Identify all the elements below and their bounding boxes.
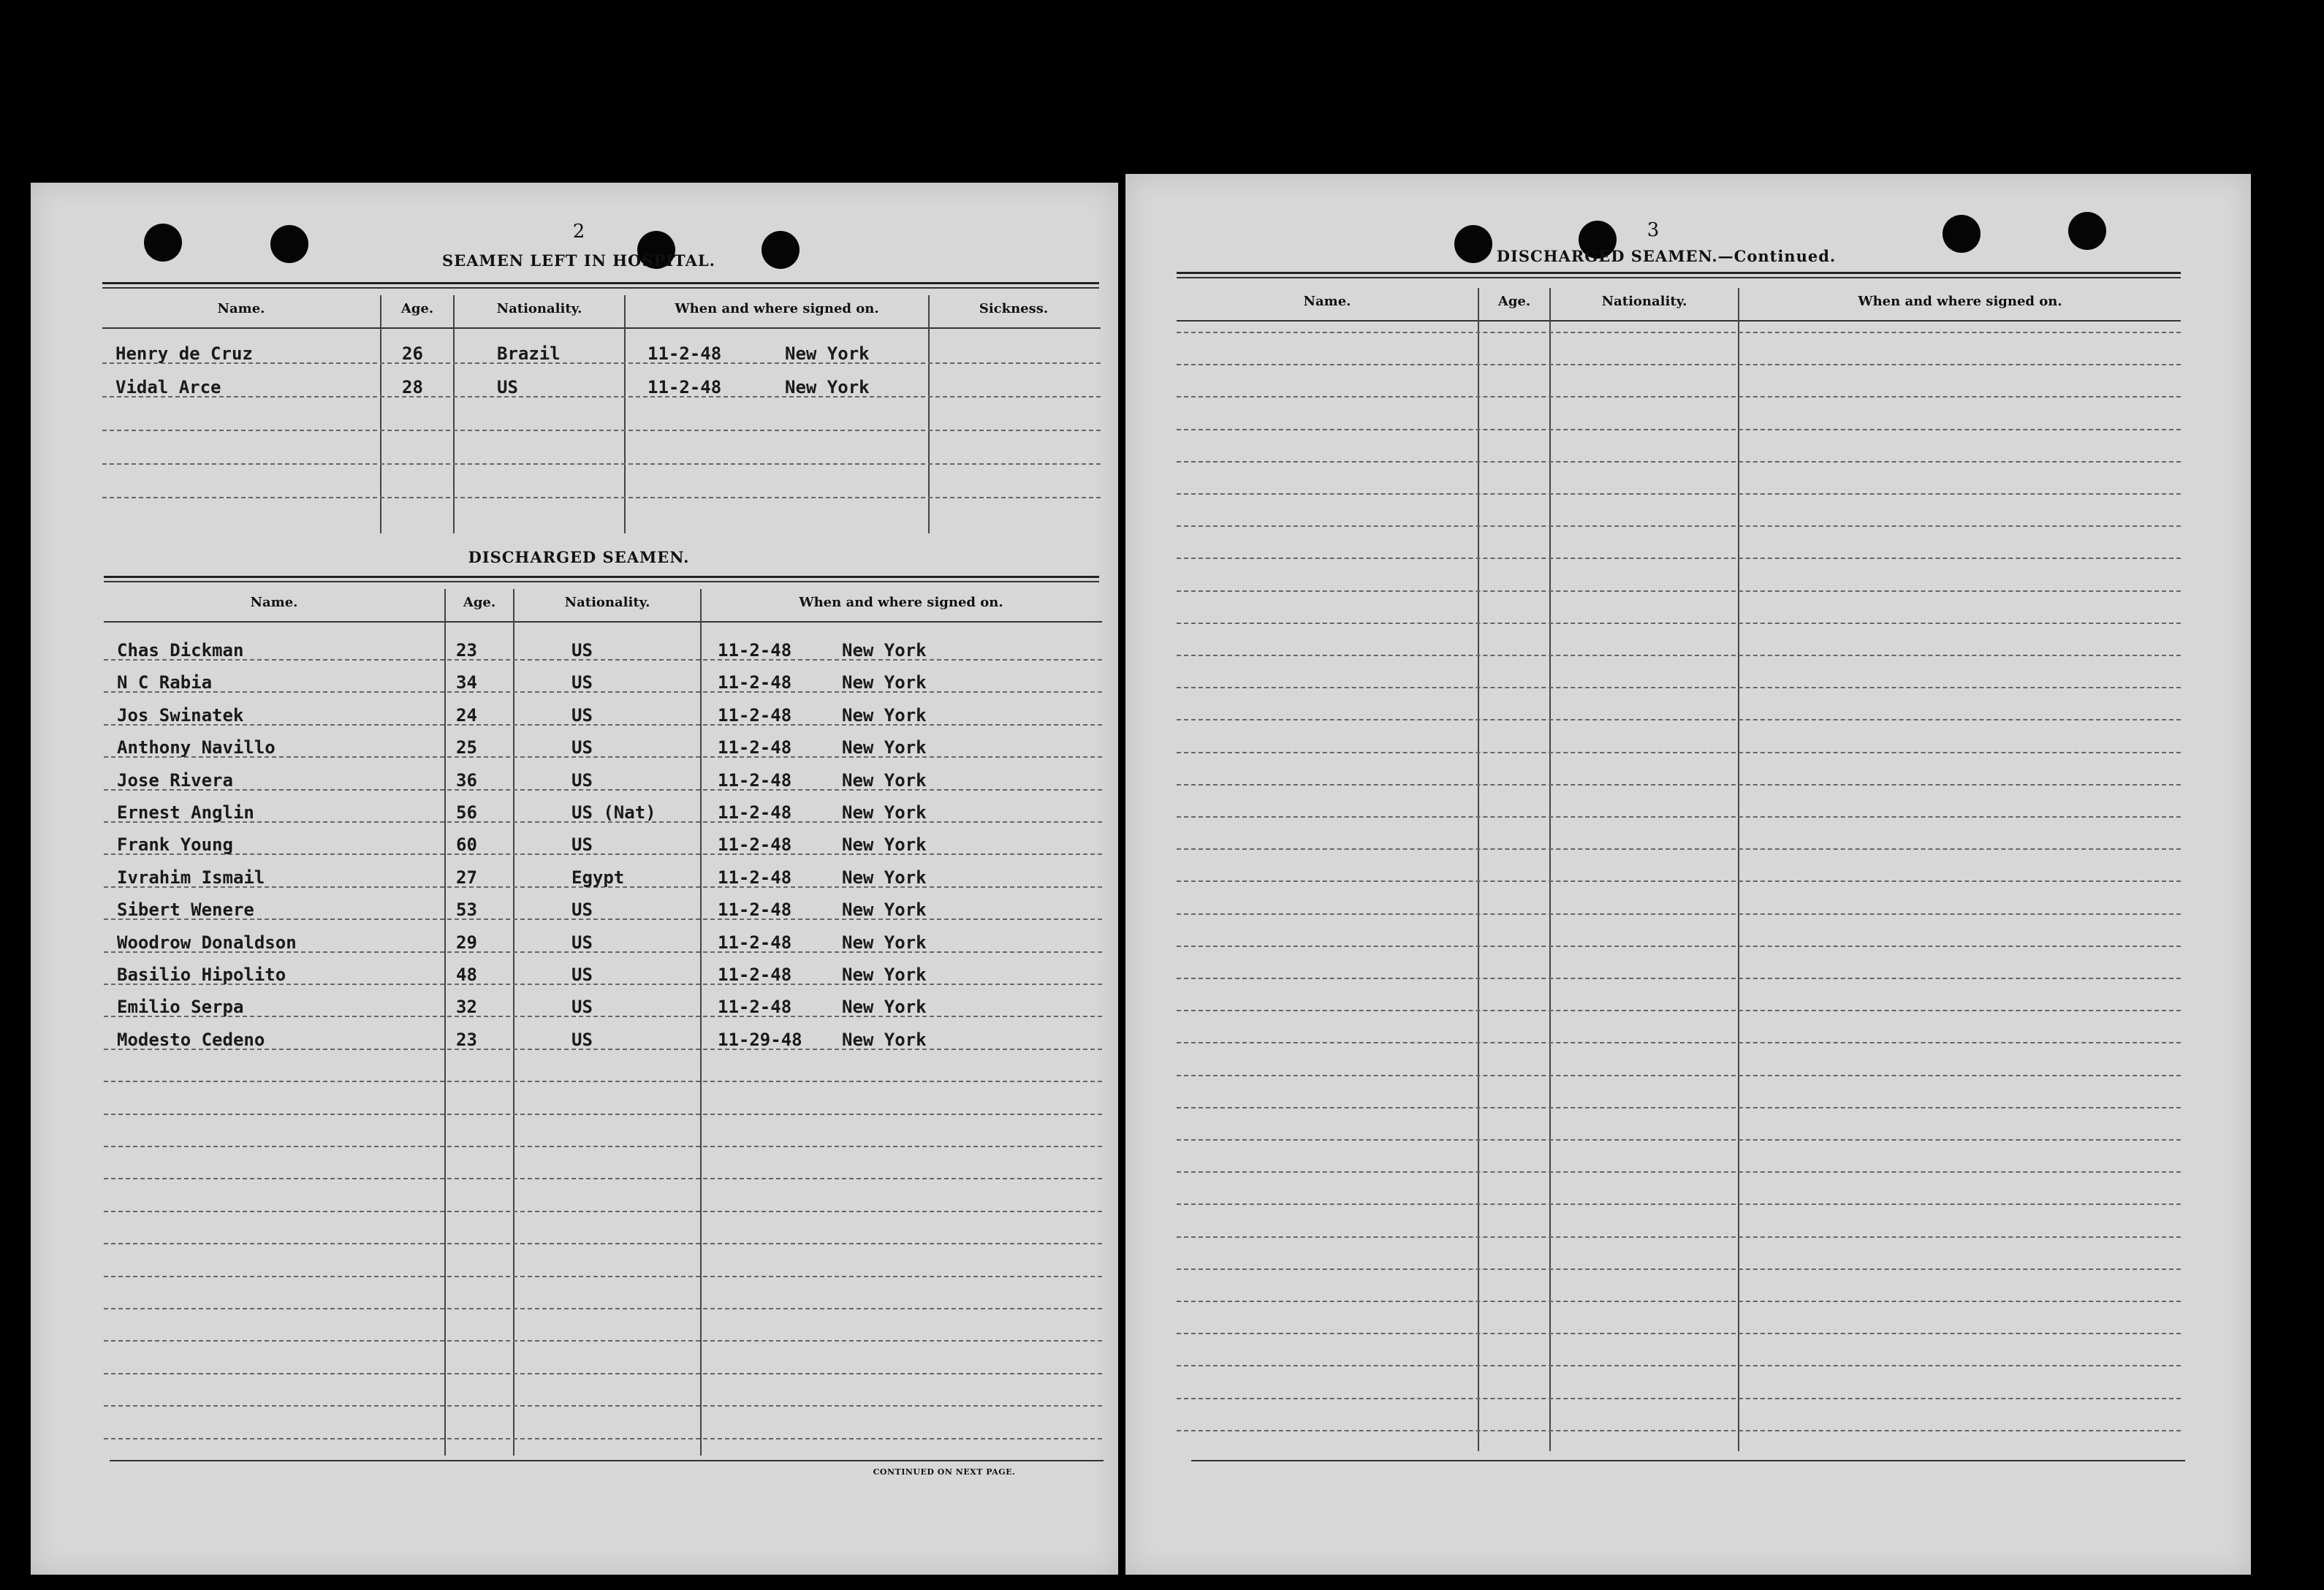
cell-place: New York: [842, 1029, 927, 1050]
dotted-row-line: [1177, 558, 2181, 559]
column-divider: [1478, 288, 1479, 1451]
dotted-row-line: [104, 1146, 1102, 1147]
cell-place: New York: [842, 672, 927, 693]
cell-age: 34: [456, 672, 477, 693]
cell-date: 11-2-48: [648, 377, 722, 398]
column-divider: [513, 589, 514, 1456]
cell-age: 32: [456, 997, 477, 1018]
dotted-row-line: [1177, 623, 2181, 624]
continued-note: CONTINUED ON NEXT PAGE.: [873, 1467, 1016, 1477]
cell-place: New York: [842, 867, 927, 888]
dotted-row-line: [1177, 816, 2181, 818]
column-header: Nationality.: [1601, 294, 1687, 309]
cell-place: New York: [842, 640, 927, 661]
cell-nationality: Egypt: [571, 867, 625, 888]
discharged-continued-title: DISCHARGED SEAMEN.—Continued.: [1496, 247, 1837, 265]
hospital-section-title: SEAMEN LEFT IN HOSPITAL.: [442, 251, 715, 270]
rule: [104, 621, 1102, 623]
cell-nationality: US: [571, 704, 593, 726]
dotted-row-line: [1177, 590, 2181, 592]
cell-date: 11-2-48: [718, 672, 792, 693]
punch-hole: [2068, 212, 2106, 250]
cell-nationality: Brazil: [497, 343, 561, 364]
cell-place: New York: [842, 737, 927, 758]
cell-name: Frank Young: [117, 834, 233, 856]
dotted-row-line: [104, 1340, 1102, 1342]
dotted-row-line: [1177, 1139, 2181, 1141]
dotted-row-line: [1177, 1430, 2181, 1431]
column-divider: [1738, 288, 1739, 1451]
cell-date: 11-2-48: [718, 704, 792, 726]
column-divider: [444, 589, 446, 1456]
dotted-row-line: [1177, 493, 2181, 495]
cell-age: 60: [456, 834, 477, 856]
dotted-row-line: [1177, 1236, 2181, 1238]
dotted-row-line: [1177, 655, 2181, 656]
cell-nationality: US: [571, 640, 593, 661]
dotted-row-line: [1177, 429, 2181, 430]
cell-date: 11-2-48: [718, 640, 792, 661]
cell-name: Basilio Hipolito: [117, 965, 286, 985]
dotted-row-line: [104, 1405, 1102, 1407]
cell-date: 11-2-48: [718, 965, 792, 985]
cell-age: 24: [456, 704, 477, 726]
cell-age: 36: [456, 769, 477, 791]
cell-nationality: US: [571, 1029, 593, 1050]
dotted-row-line: [1177, 1107, 2181, 1108]
page-number: 3: [1647, 219, 1660, 241]
cell-date: 11-2-48: [648, 343, 722, 364]
dotted-row-line: [104, 1178, 1102, 1179]
dotted-row-line: [104, 1373, 1102, 1374]
dotted-row-line: [1177, 1171, 2181, 1173]
dotted-row-line: [1177, 880, 2181, 882]
cell-date: 11-2-48: [718, 867, 792, 888]
cell-date: 11-2-48: [718, 997, 792, 1018]
dotted-row-line: [1177, 1042, 2181, 1043]
cell-place: New York: [842, 899, 927, 921]
dotted-row-line: [102, 396, 1101, 398]
cell-age: 25: [456, 737, 477, 758]
cell-name: Ernest Anglin: [117, 802, 254, 823]
rule: [102, 282, 1099, 284]
dotted-row-line: [1177, 978, 2181, 979]
rule: [102, 287, 1099, 289]
column-header: Age.: [463, 595, 496, 610]
cell-place: New York: [842, 965, 927, 985]
column-header: Name.: [1303, 294, 1351, 309]
dotted-row-line: [1177, 1365, 2181, 1366]
column-header: Name.: [217, 301, 265, 316]
column-header: Sickness.: [979, 301, 1049, 316]
column-header: When and where signed on.: [799, 595, 1003, 610]
dotted-row-line: [1177, 1075, 2181, 1076]
rule: [102, 327, 1101, 329]
dotted-row-line: [1177, 946, 2181, 947]
cell-name: Emilio Serpa: [117, 997, 244, 1018]
dotted-row-line: [104, 1276, 1102, 1277]
dotted-row-line: [104, 1308, 1102, 1309]
cell-place: New York: [842, 704, 927, 726]
dotted-row-line: [1177, 332, 2181, 333]
dotted-row-line: [1177, 396, 2181, 398]
cell-age: 29: [456, 932, 477, 953]
cell-name: Ivrahim Ismail: [117, 867, 265, 888]
column-header: Age.: [1497, 294, 1531, 309]
punch-hole: [144, 224, 182, 262]
cell-place: New York: [842, 834, 927, 856]
dotted-row-line: [1177, 461, 2181, 463]
cell-name: Anthony Navillo: [117, 737, 276, 758]
right-page: [1125, 174, 2251, 1575]
left-page: [31, 183, 1118, 1575]
dotted-row-line: [1177, 1398, 2181, 1399]
cell-name: Henry de Cruz: [115, 343, 253, 364]
dotted-row-line: [1177, 1268, 2181, 1270]
cell-name: N C Rabia: [117, 672, 213, 693]
cell-place: New York: [842, 932, 927, 953]
dotted-row-line: [104, 1243, 1102, 1244]
cell-place: New York: [842, 997, 927, 1018]
cell-place: New York: [785, 343, 870, 364]
cell-age: 53: [456, 899, 477, 921]
dotted-row-line: [102, 430, 1101, 431]
punch-hole: [762, 231, 800, 269]
cell-nationality: US: [571, 899, 593, 921]
cell-name: Chas Dickman: [117, 640, 244, 661]
cell-nationality: US: [571, 965, 593, 985]
dotted-row-line: [104, 789, 1102, 791]
cell-name: Jose Rivera: [117, 769, 233, 791]
cell-name: Modesto Cedeno: [117, 1029, 265, 1050]
dotted-row-line: [1177, 752, 2181, 753]
column-divider: [1549, 288, 1551, 1451]
dotted-row-line: [104, 724, 1102, 726]
rule: [1191, 1460, 2185, 1461]
cell-age: 56: [456, 802, 477, 823]
cell-date: 11-2-48: [718, 802, 792, 823]
cell-date: 11-2-48: [718, 899, 792, 921]
rule: [1177, 320, 2181, 322]
column-divider: [700, 589, 702, 1456]
cell-age: 23: [456, 640, 477, 661]
cell-age: 27: [456, 867, 477, 888]
cell-place: New York: [842, 769, 927, 791]
column-header: Nationality.: [564, 595, 650, 610]
cell-nationality: US: [571, 997, 593, 1018]
dotted-row-line: [104, 853, 1102, 855]
cell-name: Woodrow Donaldson: [117, 932, 297, 953]
cell-age: 23: [456, 1029, 477, 1050]
cell-place: New York: [785, 377, 870, 398]
cell-age: 28: [402, 377, 423, 398]
punch-hole: [1943, 215, 1981, 253]
cell-nationality: US (Nat): [571, 802, 656, 823]
cell-nationality: US: [571, 834, 593, 856]
cell-name: Jos Swinatek: [117, 704, 244, 726]
rule: [104, 581, 1099, 582]
dotted-row-line: [1177, 1301, 2181, 1302]
dotted-row-line: [1177, 719, 2181, 720]
cell-name: Sibert Wenere: [117, 899, 254, 921]
cell-date: 11-29-48: [718, 1029, 802, 1050]
dotted-row-line: [1177, 364, 2181, 365]
cell-nationality: US: [571, 737, 593, 758]
dotted-row-line: [104, 1438, 1102, 1439]
cell-nationality: US: [571, 769, 593, 791]
dotted-row-line: [1177, 1203, 2181, 1205]
cell-age: 48: [456, 965, 477, 985]
dotted-row-line: [102, 463, 1101, 465]
dotted-row-line: [1177, 525, 2181, 527]
dotted-row-line: [104, 1081, 1102, 1082]
cell-nationality: US: [571, 672, 593, 693]
column-header: Age.: [400, 301, 434, 316]
dotted-row-line: [1177, 1010, 2181, 1011]
cell-place: New York: [842, 802, 927, 823]
dotted-row-line: [1177, 913, 2181, 915]
dotted-row-line: [104, 1211, 1102, 1212]
dotted-row-line: [1177, 784, 2181, 786]
dotted-row-line: [104, 659, 1102, 661]
cell-nationality: US: [571, 932, 593, 953]
dotted-row-line: [104, 691, 1102, 693]
rule: [1177, 272, 2181, 274]
column-header: Name.: [250, 595, 298, 610]
dotted-row-line: [1177, 848, 2181, 850]
cell-date: 11-2-48: [718, 834, 792, 856]
rule: [1177, 277, 2181, 278]
cell-date: 11-2-48: [718, 932, 792, 953]
cell-nationality: US: [497, 377, 518, 398]
punch-hole: [270, 225, 308, 263]
rule: [110, 1460, 1104, 1461]
rule: [104, 576, 1099, 578]
dotted-row-line: [104, 1114, 1102, 1115]
page-number: 2: [572, 221, 585, 243]
cell-name: Vidal Arce: [115, 377, 221, 398]
column-header: When and where signed on.: [675, 301, 879, 316]
cell-date: 11-2-48: [718, 737, 792, 758]
column-header: Nationality.: [496, 301, 582, 316]
dotted-row-line: [102, 497, 1101, 498]
column-header: When and where signed on.: [1858, 294, 2062, 309]
dotted-row-line: [1177, 1333, 2181, 1334]
dotted-row-line: [104, 1016, 1102, 1017]
cell-date: 11-2-48: [718, 769, 792, 791]
discharged-section-title: DISCHARGED SEAMEN.: [468, 548, 690, 566]
cell-age: 26: [402, 343, 423, 364]
dotted-row-line: [1177, 687, 2181, 688]
